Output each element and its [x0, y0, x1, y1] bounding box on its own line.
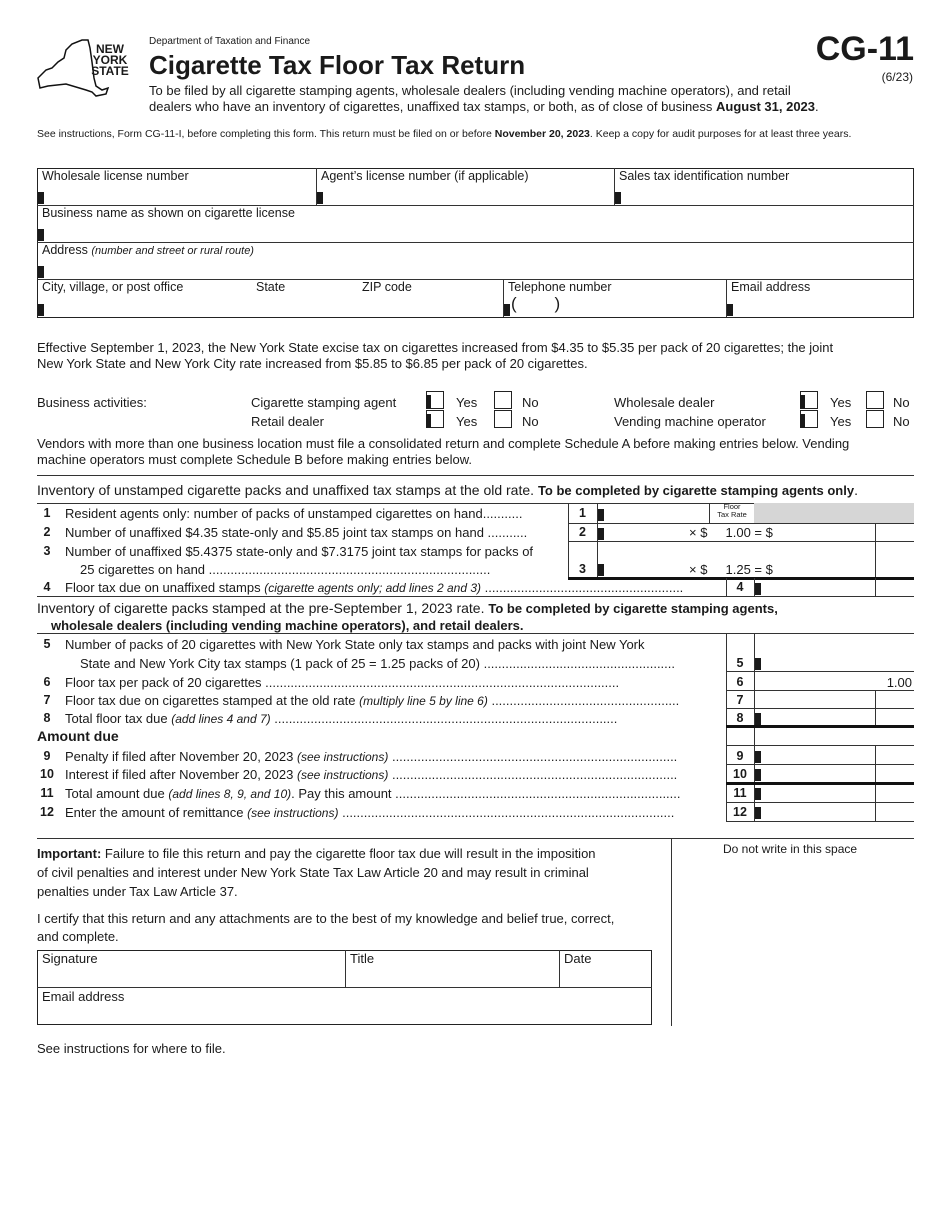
section1-heading: [37, 482, 858, 498]
wholesale-dealer-yes-checkbox[interactable]: [800, 391, 818, 409]
line7-input[interactable]: [763, 692, 875, 710]
line6-text: Floor tax per pack of 20 cigarettes ..................................................................................................: [65, 675, 620, 690]
do-not-write-label: Do not write in this space: [723, 842, 858, 856]
instructions-date: November 20, 2023: [494, 128, 590, 140]
line-number: 4: [43, 580, 51, 594]
field-marker: [598, 528, 604, 540]
retail-dealer-no-label: No: [522, 414, 539, 429]
line9-note: (see instructions): [296, 750, 389, 764]
line-number: 2: [43, 525, 51, 539]
important-line2: of civil penalties and interest under New York State Tax Law Article 20 and may result in criminal: [37, 865, 589, 880]
logo-word-new: NEW: [96, 42, 124, 56]
line1-text: Resident agents only: number of packs of unstamped cigarettes on hand...........: [65, 506, 523, 521]
rate-change-notice: [37, 340, 833, 372]
state-input[interactable]: [256, 299, 360, 318]
line9-dots: ...............................................................................: [388, 749, 678, 764]
field-marker: [755, 658, 761, 670]
line8-text: [65, 711, 617, 726]
line-number: 6: [736, 675, 744, 689]
form-id: CG-11: [815, 30, 914, 68]
line6-value: 1.00: [886, 675, 912, 690]
line9-label: Penalty if filed after November 20, 2023: [65, 749, 297, 764]
signature-label: Signature: [42, 951, 98, 966]
phone-parens: ( ): [511, 294, 561, 313]
signer-email-label: Email address: [42, 989, 125, 1004]
zip-label: ZIP code: [362, 280, 412, 294]
activity-retail-dealer-label: Retail dealer: [251, 414, 324, 429]
address-label: [42, 243, 254, 257]
rate-header-line2: Tax Rate: [717, 510, 747, 519]
line11-label: Total amount due: [65, 786, 169, 801]
vending-operator-no-checkbox[interactable]: [866, 410, 884, 428]
section2-heading-line2: [37, 617, 778, 634]
line-number: 3: [579, 562, 586, 576]
wholesale-license-label: Wholesale license number: [42, 169, 189, 183]
field-marker: [317, 192, 323, 204]
grid-line: [559, 950, 560, 987]
field-marker: [755, 807, 761, 819]
line4-label: Floor tax due on unaffixed stamps: [65, 580, 265, 595]
line11-text: [65, 786, 681, 801]
line3-rate: × $ 1.25 = $: [689, 562, 773, 577]
subtitle-end: .: [815, 99, 819, 114]
section2-heading-bold1: To be completed by cigarette stamping agents,: [488, 601, 778, 616]
telephone-input[interactable]: [566, 299, 725, 318]
line4-note: (cigarette agents only; add lines 2 and 3): [264, 581, 482, 595]
activity-wholesale-dealer-label: Wholesale dealer: [614, 395, 715, 410]
checkbox-marker: [426, 395, 431, 409]
business-name-label: Business name as shown on cigarette license: [42, 206, 295, 220]
important-line3: penalties under Tax Law Article 37.: [37, 884, 238, 899]
where-to-file-note: See instructions for where to file.: [37, 1041, 226, 1056]
certification: [37, 910, 614, 946]
line-number: 6: [43, 675, 51, 689]
line-number: 7: [43, 693, 51, 707]
line4-text: [65, 580, 683, 595]
field-marker: [598, 564, 604, 576]
section2-heading-bold2: wholesale dealers (including vending machine operators), and retail dealers.: [51, 618, 524, 633]
grid-line: [671, 838, 672, 1026]
section-divider: [37, 475, 914, 476]
grid-line: [345, 950, 346, 987]
field-marker: [504, 304, 510, 316]
line-number: 10: [733, 767, 747, 781]
subtitle-line1: To be filed by all cigarette stamping agents, wholesale dealers (including vending machine operators), and retail: [149, 83, 791, 98]
instructions-text-1: See instructions, Form CG-11-I, before completing this form. This return must be filed on or before: [37, 128, 495, 140]
field-marker: [38, 266, 44, 278]
checkbox-marker: [426, 414, 431, 428]
line8-dots: ...............................................................................................: [270, 711, 618, 726]
line7-text: [65, 693, 679, 708]
line3-text-b: 25 cigarettes on hand ..............................................................................: [80, 562, 491, 577]
line4-input[interactable]: [763, 579, 875, 597]
important-notice: [37, 844, 596, 901]
activity-vending-operator-label: Vending machine operator: [614, 414, 766, 429]
vendors-note-line2: machine operators must complete Schedule B before making entries below.: [37, 452, 473, 467]
important-text1: Failure to file this return and pay the cigarette floor tax due will result in the imposition: [101, 846, 596, 861]
vending-operator-yes-label: Yes: [830, 414, 852, 429]
section-divider: [37, 838, 914, 839]
field-marker: [755, 713, 761, 725]
retail-dealer-no-checkbox[interactable]: [494, 410, 512, 428]
line7-label: Floor tax due on cigarettes stamped at the old rate: [65, 693, 360, 708]
subtitle-line2: [149, 99, 909, 115]
line-number: 2: [579, 525, 586, 539]
instructions-text-2: . Keep a copy for audit purposes for at least three years.: [589, 128, 852, 140]
email-label: Email address: [731, 280, 811, 294]
line11-note: (add lines 8, 9, and 10): [168, 787, 292, 801]
line3-input[interactable]: [606, 560, 685, 578]
state-label: State: [256, 280, 286, 294]
line9-input[interactable]: [763, 747, 875, 765]
line10-dots: ...............................................................................: [388, 767, 678, 782]
date-input[interactable]: [564, 968, 652, 987]
section2-heading: [37, 600, 778, 634]
field-marker: [615, 192, 621, 204]
wholesale-dealer-yes-label: Yes: [830, 395, 852, 410]
stamping-agent-no-label: No: [522, 395, 539, 410]
wholesale-dealer-no-checkbox[interactable]: [866, 391, 884, 409]
telephone-label: Telephone number: [508, 280, 612, 294]
address-input[interactable]: [46, 261, 910, 280]
retail-dealer-yes-label: Yes: [456, 414, 478, 429]
title-label: Title: [350, 951, 375, 966]
vendors-note-line1: Vendors with more than one business location must file a consolidated return and complete Schedule A before making entries below. Vending: [37, 436, 850, 451]
subtitle-line2-text: dealers who have an inventory of cigarettes, unaffixed tax stamps, or both, as of close of business: [149, 99, 717, 114]
line12-note: (see instructions): [247, 806, 339, 820]
section1-heading-end: .: [854, 482, 858, 498]
important-label: Important:: [37, 846, 102, 861]
line-number: 12: [40, 805, 54, 819]
grid-line: [875, 578, 876, 596]
amount-due-heading: Amount due: [37, 728, 119, 744]
field-marker: [38, 192, 44, 204]
line5-text-a: Number of packs of 20 cigarettes with New York State only tax stamps and packs with joint New York: [65, 637, 645, 652]
field-marker: [755, 751, 761, 763]
nys-logo: [36, 38, 140, 100]
agent-license-input[interactable]: [325, 187, 614, 206]
address-note: (number and street or rural route): [91, 245, 254, 257]
city-label: City, village, or post office: [42, 280, 184, 294]
field-marker: [755, 583, 761, 595]
rate-header-shade: [754, 503, 914, 523]
title-input[interactable]: [350, 968, 558, 987]
line10-label: Interest if filed after November 20, 2023: [65, 767, 297, 782]
notice-line1: Effective September 1, 2023, the New York State excise tax on cigarettes increased from $4.35 to $5.35 per pack of 20 cigarettes; the joint: [37, 340, 834, 355]
line7-note: (multiply line 5 by line 6): [359, 694, 488, 708]
line-number: 3: [43, 544, 51, 558]
line-number: 10: [40, 767, 54, 781]
certify-line1: I certify that this return and any attachments are to the best of my knowledge and belief true, correct,: [37, 911, 615, 926]
business-name-input[interactable]: [46, 224, 910, 243]
line12-text: [65, 805, 674, 820]
line-number: 9: [43, 749, 51, 763]
vending-operator-no-label: No: [893, 414, 910, 429]
agent-license-label: Agent’s license number (if applicable): [321, 169, 529, 183]
line11-input[interactable]: [763, 785, 875, 803]
line8-note: (add lines 4 and 7): [171, 712, 271, 726]
vending-operator-yes-checkbox[interactable]: [800, 410, 818, 428]
line-number: 5: [43, 637, 51, 651]
subtitle: [149, 83, 909, 115]
line-number: 9: [736, 749, 744, 763]
sales-tax-id-label: Sales tax identification number: [619, 169, 790, 183]
notice-line2: New York State and New York City rate increased from $5.85 to $6.85 per pack of 20 cigarettes.: [37, 356, 588, 371]
zip-input[interactable]: [362, 299, 501, 318]
activity-stamping-agent-label: Cigarette stamping agent: [251, 395, 397, 410]
vendors-note: [37, 436, 849, 468]
rate-header-line1: Floor: [723, 502, 741, 511]
section2-heading-line1: [37, 600, 778, 617]
line-number: 12: [733, 805, 747, 819]
line-number: 11: [40, 786, 54, 800]
line7-dots: ....................................................: [487, 693, 680, 708]
grid-line: [726, 745, 914, 746]
sales-tax-id-input[interactable]: [623, 187, 912, 206]
retail-dealer-yes-checkbox[interactable]: [426, 410, 444, 428]
line3-text-a: Number of unaffixed $5.4375 state-only and $7.3175 joint tax stamps for packs of: [65, 544, 534, 559]
line10-text: [65, 767, 677, 782]
date-label: Date: [564, 951, 592, 966]
signer-email-input[interactable]: [42, 1006, 651, 1025]
line4-dots: .......................................................: [481, 580, 684, 595]
line-number: 5: [736, 656, 744, 670]
line8-input[interactable]: [763, 709, 875, 727]
line9-text: [65, 749, 677, 764]
line8-label: Total floor tax due: [65, 711, 172, 726]
form-revision: (6/23): [881, 70, 913, 84]
business-activities-label: Business activities:: [37, 395, 147, 410]
line2-amount-input[interactable]: [790, 524, 876, 542]
department-name: Department of Taxation and Finance: [149, 36, 311, 47]
section1-heading-text: Inventory of unstamped cigarette packs and unaffixed tax stamps at the old rate.: [37, 482, 538, 498]
field-marker: [755, 769, 761, 781]
line11-dots: ...............................................................................: [395, 786, 681, 801]
email-input[interactable]: [735, 299, 914, 318]
wholesale-dealer-no-label: No: [893, 395, 910, 410]
line12-dots: ............................................................................................: [338, 805, 675, 820]
important-line1: [37, 844, 596, 863]
section-divider: [37, 633, 914, 634]
line11-pay: . Pay this amount: [291, 786, 396, 801]
section1-heading-bold: To be completed by cigarette stamping agents only: [537, 483, 855, 498]
stamping-agent-yes-label: Yes: [456, 395, 478, 410]
line-number: 7: [736, 693, 744, 707]
certify-line2: and complete.: [37, 929, 119, 944]
line10-note: (see instructions): [296, 768, 389, 782]
address-label-text: Address: [42, 243, 88, 257]
line3-amount-input[interactable]: [790, 560, 876, 578]
line2-rate: × $ 1.00 = $: [689, 525, 773, 540]
line-number: 8: [43, 711, 51, 725]
logo-word-york: YORK: [92, 53, 128, 67]
field-marker: [38, 229, 44, 241]
line12-input[interactable]: [763, 804, 875, 822]
line2-text: Number of unaffixed $4.35 state-only and $5.85 joint tax stamps on hand ...........: [65, 525, 528, 540]
field-marker: [38, 304, 44, 316]
signature-input[interactable]: [42, 968, 344, 987]
wholesale-license-input[interactable]: [46, 187, 315, 206]
checkbox-marker: [800, 395, 805, 409]
section2-heading-text: Inventory of cigarette packs stamped at the pre-September 1, 2023 rate.: [37, 600, 489, 616]
stamping-agent-yes-checkbox[interactable]: [426, 391, 444, 409]
city-input[interactable]: [46, 299, 255, 318]
field-marker: [598, 509, 604, 521]
line-number: 4: [736, 580, 744, 594]
field-marker: [727, 304, 733, 316]
subtitle-date: August 31, 2023: [716, 99, 816, 114]
line-number: 1: [579, 506, 586, 520]
logo-word-state: STATE: [91, 64, 129, 78]
grid-line: [726, 690, 914, 691]
stamping-agent-no-checkbox[interactable]: [494, 391, 512, 409]
line1-input[interactable]: [606, 505, 710, 523]
grid-line: [37, 987, 652, 988]
page-title: Cigarette Tax Floor Tax Return: [149, 50, 526, 80]
line-number: 8: [736, 711, 744, 725]
line10-input[interactable]: [763, 765, 875, 783]
line12-label: Enter the amount of remittance: [65, 805, 248, 820]
line2-input[interactable]: [606, 524, 685, 542]
line5-text-b: State and New York City tax stamps (1 pack of 25 = 1.25 packs of 20) .....................................................: [80, 656, 676, 671]
field-marker: [755, 788, 761, 800]
checkbox-marker: [800, 414, 805, 428]
line5-input[interactable]: [763, 654, 912, 672]
rate-header: [710, 503, 754, 519]
instructions-note: [37, 128, 851, 140]
line-number: 11: [733, 786, 747, 800]
line-number: 1: [43, 506, 51, 520]
